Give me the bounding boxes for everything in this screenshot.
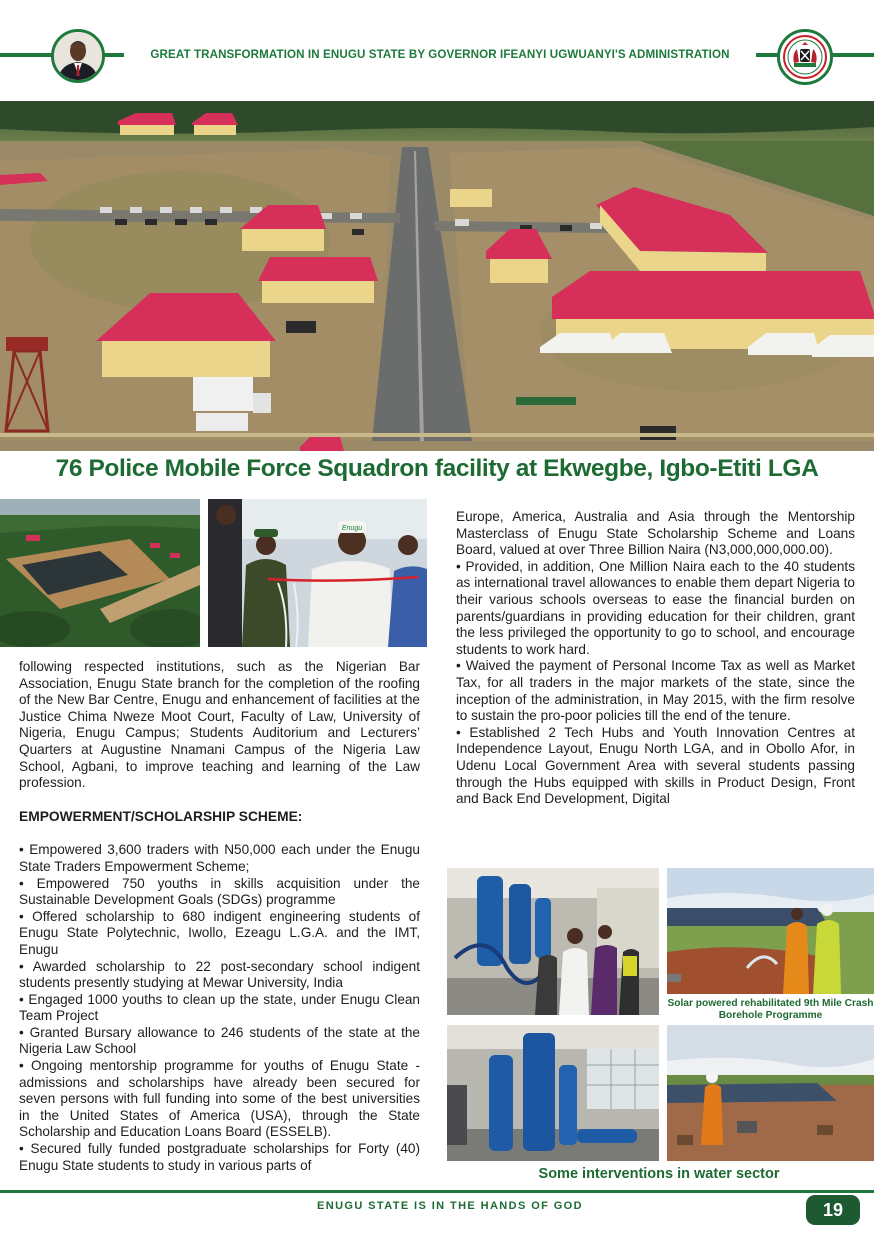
cap-enugu-text: Enugu [341,525,363,532]
solar-borehole-caption: Solar powered rehabilitated 9th Mile Crash Borehole Programme [667,998,874,1021]
list-item: • Established 2 Tech Hubs and Youth Innovation Centres at Independence Layout, Enugu North LGA, and in Obollo Afor, in Udenu Local Government Area with several students passing through the Hubs equipped with skills in Product Design, Front and Back End Development, Digital [456,724,855,807]
list-item: • Ongoing mentorship programme for youths of Enugu State - admissions and scholarships have already been secured for seven persons with full funding into some of the best universities in the United States of America (USA), through the State Scholarship and Education Loans Board (ESSELB). [19,1058,420,1140]
ribbon-cutting-photo [208,499,427,647]
solar-field-image [667,1025,874,1161]
list-item: • Engaged 1000 youths to clean up the state, under Enugu Clean Team Project [19,991,420,1024]
intro-paragraph: following respected institutions, such as the Nigerian Bar Association, Enugu State branch for the completion of the roofing of the New Bar Centre, Enugu and enhancement of facilities at the Justice Chima Nweze Moot Court, Faculty of Law, University of Nigeria, Enugu Campus; Students Auditorium and Lecturers’ Quarters at Augustine Nnamani Campus of the Nigeria Law School, Agbani, to improve teaching and learning of the Law profession. [19,659,420,791]
pump-station-visit-photo [447,868,659,1015]
coat-of-arms-icon [780,32,830,82]
hero-caption: 76 Police Mobile Force Squadron facility at Ekwegbe, Igbo-Etiti LGA [55,455,819,482]
header-title: GREAT TRANSFORMATION IN ENUGU STATE BY GOVERNOR IFEANYI UGWUANYI'S ADMINISTRATION [124,47,756,63]
list-item: • Awarded scholarship to 22 post-secondary school indigent students presently studying at Mewar University, India [19,958,420,991]
list-item: • Secured fully funded postgraduate scholarships for Forty (40) Enugu State students to study in various parts of [19,1141,420,1173]
solar-field-photo [667,1025,874,1161]
police-facility-aerial-image [0,101,874,451]
aerial-site-image [0,499,200,647]
water-sector-caption: Some interventions in water sector [538,1166,780,1182]
page-number: 19 [806,1195,860,1225]
hero-aerial-photo [0,101,874,451]
list-item: • Granted Bursary allowance to 246 students of the state at the Nigeria Law School [19,1024,420,1057]
list-item: • Waived the payment of Personal Income Tax as well as Market Tax, for all traders in the major markets of the state, since the inception of the administration, in May 2015, with the firm resolve to sustain the pro-poor policies till the end of the tenure. [456,658,855,724]
solar-borehole-photo [667,868,874,994]
governor-portrait-image [54,32,102,80]
pump-house-image [447,1025,659,1161]
list-item: • Empowered 750 youths in skills acquisition under the Sustainable Development Goals (SDGs) programme [19,875,420,908]
ribbon-cutting-image [208,499,427,647]
footer-rule [0,1190,874,1193]
list-item: • Offered scholarship to 680 indigent engineering students of Enugu State Polytechnic, Iwollo, Ezeagu L.G.A. and the IMT, Enugu [19,908,420,957]
aerial-site-photo [0,499,200,647]
pump-house-photo [447,1025,659,1161]
enugu-state-seal [777,29,833,85]
list-item: • Empowered 3,600 traders with N50,000 each under the Enugu State Traders Empowerment Scheme; [19,842,420,874]
pump-station-visit-image [447,868,659,1015]
governor-portrait [51,29,105,83]
left-column-text [19,659,420,1174]
list-item: • Provided, in addition, One Million Naira each to the 40 students as international travel allowances to enable them depart Nigeria to their various schools overseas to ease the financial burden on parents/guardians in providing education for their children, grant the less privileged the opportunity to go to school, and encourage students to work hard. [456,558,855,657]
right-column-text [456,509,855,808]
footer-slogan: ENUGU STATE IS IN THE HANDS OF GOD [317,1200,583,1212]
empowerment-heading: EMPOWERMENT/SCHOLARSHIP SCHEME: [19,808,303,824]
solar-borehole-image [667,868,874,994]
continuation-paragraph: Europe, America, Australia and Asia through the Mentorship Masterclass of Enugu State Scholarship Scheme and Loans Board, valued at over Three Billion Naira (N3,000,000,000.00). [456,509,855,558]
